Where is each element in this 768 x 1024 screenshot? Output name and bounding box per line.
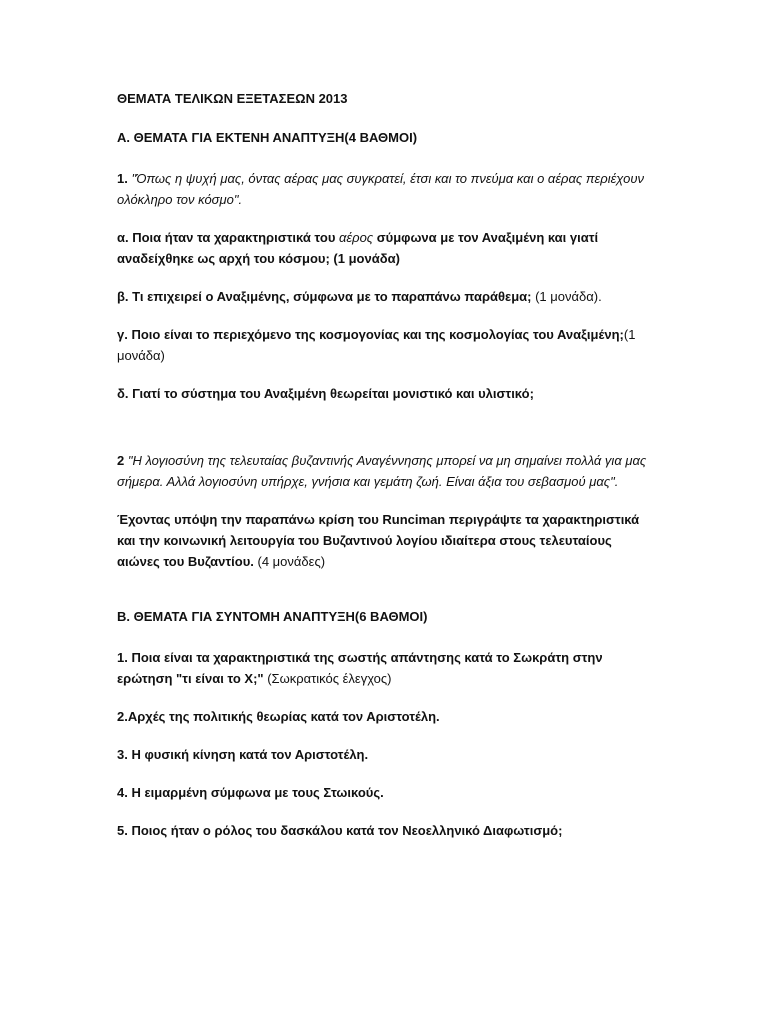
- section-b-item-1-text: Ποια είναι τα χαρακτηριστικά της σωστής απάντησης κατά το Σωκράτη στην ερώτηση "τι είναι το Χ;": [117, 650, 603, 686]
- subquestion-delta-text: Γιατί το σύστημα του Αναξιμένη θεωρείται μονιστικό και υλιστικό;: [128, 386, 534, 401]
- subquestion-alpha-text-1: Ποια ήταν τα χαρακτηριστικά του: [128, 230, 339, 245]
- section-b-item-3-number: 3.: [117, 747, 128, 762]
- section-b-item-2: [117, 706, 657, 727]
- question-2-quote-text: "Η λογιοσύνη της τελευταίας βυζαντινής Αναγέννησης μπορεί να μη σημαίνει πολλά για μας σήμερα. Αλλά λογιοσύνη υπήρχε, γνήσια και γεμάτη ζωή. Είναι άξια του σεβασμού μας".: [117, 453, 647, 489]
- section-b-item-1: [117, 647, 657, 689]
- exam-document: [117, 88, 657, 858]
- subquestion-gamma: [117, 324, 657, 366]
- question-1-quote: [117, 168, 657, 210]
- subquestion-beta-points: (1 μονάδα).: [531, 289, 602, 304]
- subquestion-alpha-italic: αέρος: [339, 230, 374, 245]
- subquestion-delta: [117, 383, 657, 404]
- section-b-item-4-number: 4.: [117, 785, 128, 800]
- subquestion-gamma-letter: γ.: [117, 327, 128, 342]
- question-2-task-text: Έχοντας υπόψη την παραπάνω κρίση του Runciman περιγράψτε τα χαρακτηριστικά και την κοινωνική λειτουργία του Βυζαντινού λογίου ιδιαίτερα στους τελευταίους αιώνες του Βυζαντίου.: [117, 512, 640, 569]
- subquestion-beta-text: Τι επιχειρεί ο Αναξιμένης, σύμφωνα με το παραπάνω παράθεμα;: [128, 289, 532, 304]
- subquestion-alpha-letter: α.: [117, 230, 129, 245]
- section-b-heading: Β. ΘΕΜΑΤΑ ΓΙΑ ΣΥΝΤΟΜΗ ΑΝΑΠΤΥΞΗ(6 ΒΑΘΜΟΙ): [117, 609, 428, 624]
- subquestion-gamma-text: Ποιο είναι το περιεχόμενο της κοσμογονίας και της κοσμολογίας του Αναξιμένη;: [127, 327, 624, 342]
- subquestion-alpha-points: (1 μονάδα): [329, 251, 400, 266]
- document-title: ΘΕΜΑΤΑ ΤΕΛΙΚΩΝ ΕΞΕΤΑΣΕΩΝ 2013: [117, 91, 348, 106]
- section-b-item-4: [117, 782, 657, 803]
- question-1-number: 1.: [117, 171, 128, 186]
- section-b-item-5: [117, 820, 657, 841]
- subquestion-gamma-points: (1 μονάδα): [117, 327, 636, 363]
- subquestion-delta-letter: δ.: [117, 386, 129, 401]
- section-b-item-5-text: Ποιος ήταν ο ρόλος του δασκάλου κατά τον Νεοελληνικό Διαφωτισμό;: [127, 823, 563, 838]
- question-2-quote: [117, 450, 657, 492]
- question-2-task: [117, 509, 657, 572]
- section-b-item-3: [117, 744, 657, 765]
- subquestion-beta-letter: β.: [117, 289, 129, 304]
- section-b-item-5-number: 5.: [117, 823, 128, 838]
- subquestion-beta: [117, 286, 657, 307]
- question-1-quote-text: "Όπως η ψυχή μας, όντας αέρας μας συγκρατεί, έτσι και το πνεύμα και ο αέρας περιέχουν ολόκληρο τον κόσμο".: [117, 171, 645, 207]
- section-b-item-1-number: 1.: [117, 650, 128, 665]
- subquestion-alpha-text-2: σύμφωνα με τον Αναξιμένη και γιατί αναδείχθηκε ως αρχή του κόσμου;: [117, 230, 599, 266]
- subquestion-alpha: [117, 227, 657, 269]
- section-b-item-2-number: 2.: [117, 709, 128, 724]
- section-b-item-2-text: Αρχές της πολιτικής θεωρίας κατά τον Αριστοτέλη.: [127, 709, 440, 724]
- section-a-heading: Α. ΘΕΜΑΤΑ ΓΙΑ ΕΚΤΕΝΗ ΑΝΑΠΤΥΞΗ(4 ΒΑΘΜΟΙ): [117, 130, 418, 145]
- section-b-item-1-note: (Σωκρατικός έλεγχος): [263, 671, 392, 686]
- section-b-item-3-text: Η φυσική κίνηση κατά τον Αριστοτέλη.: [127, 747, 369, 762]
- question-2-task-points: (4 μονάδες): [253, 554, 326, 569]
- section-b-item-4-text: Η ειμαρμένη σύμφωνα με τους Στωικούς.: [127, 785, 384, 800]
- question-2-number: 2: [117, 453, 125, 468]
